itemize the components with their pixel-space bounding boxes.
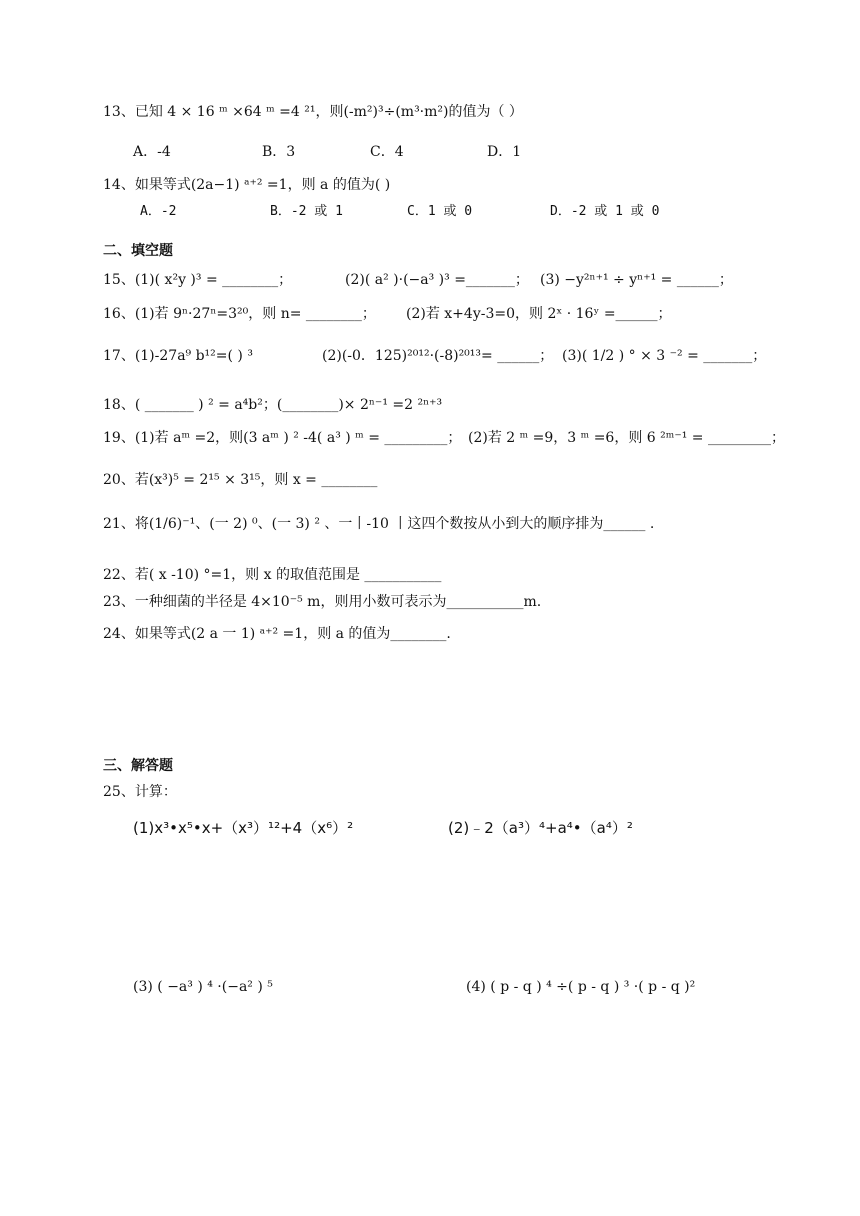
q14-option-b: B．-2 或 1 [270, 204, 343, 219]
question-17-part2: (2)(-0．125)²⁰¹²·(-8)²⁰¹³= ______； [322, 348, 554, 364]
question-19-part1: 19、(1)若 aᵐ =2，则(3 aᵐ ) ² -4( a³ ) ᵐ = _________； [103, 430, 462, 446]
question-17-part3: (3)( 1/2 ) ° × 3 ⁻² = _______； [562, 348, 767, 364]
q13-option-a: A．-4 [133, 144, 171, 160]
question-18: 18、( _______ ) ² = a⁴b²；(________)× 2ⁿ⁻¹ =2 ²ⁿ⁺³ [103, 397, 443, 413]
q13-option-b: B．3 [262, 144, 296, 160]
question-15-part3: (3) −y²ⁿ⁺¹ ÷ yⁿ⁺¹ = ______； [540, 272, 733, 288]
q13-option-c: C．4 [370, 144, 404, 160]
question-13: 13、已知 4 × 16 ᵐ ×64 ᵐ =4 ²¹，则(-m²)³÷(m³·m²)的值为（ ） [103, 104, 523, 120]
question-25-title: 25、计算： [103, 784, 177, 800]
question-16-part2: (2)若 x+4y-3=0，则 2ˣ · 16ʸ =______； [406, 306, 672, 322]
question-16-part1: 16、(1)若 9ⁿ·27ⁿ=3²⁰，则 n= ________； [103, 306, 376, 322]
question-17-part1: 17、(1)-27a⁹ b¹²=( ) ³ [103, 348, 253, 364]
q14-option-d: D．-2 或 1 或 0 [550, 204, 660, 219]
question-25-part4: (4) ( p - q ) ⁴ ÷( p - q ) ³ ·( p - q )² [466, 979, 696, 995]
question-25-part3: (3) ( −a³ ) ⁴ ·(−a² ) ⁵ [133, 979, 273, 995]
q14-option-c: C．1 或 0 [407, 204, 473, 219]
question-25-part1: (1)x³•x⁵•x+（x³）¹²+4（x⁶）² [133, 819, 354, 837]
q13-option-d: D．1 [487, 144, 522, 160]
question-21: 21、将(1/6)⁻¹、(一 2) ⁰、(一 3) ² 、一丨-10 丨这四个数按从小到大的顺序排为______ . [103, 516, 655, 532]
section-solve-heading: 三、解答题 [103, 758, 173, 774]
question-14: 14、如果等式(2a−1) ᵃ⁺² =1，则 a 的值为( ) [103, 177, 391, 193]
question-23: 23、一种细菌的半径是 4×10⁻⁵ m，则用小数可表示为___________m. [103, 594, 542, 610]
question-15-part2: (2)( a² )·(−a³ )³ =_______； [345, 272, 529, 288]
question-19-part2: (2)若 2 ᵐ =9，3 ᵐ =6，则 6 ²ᵐ⁻¹ = _________； [468, 430, 785, 446]
q14-option-a: A．-2 [140, 204, 177, 219]
question-25-part2: (2)﹣2（a³）⁴+a⁴•（a⁴）² [448, 819, 633, 837]
question-22: 22、若( x -10) °=1，则 x 的取值范围是 ___________ [103, 567, 442, 583]
section-fill-heading: 二、填空题 [103, 243, 173, 259]
question-20: 20、若(x³)⁵ = 2¹⁵ × 3¹⁵，则 x = ________ [103, 472, 378, 488]
question-15-part1: 15、(1)( x²y )³ = ________； [103, 272, 293, 288]
question-24: 24、如果等式(2 a 一 1) ᵃ⁺² =1，则 a 的值为________. [103, 626, 451, 642]
